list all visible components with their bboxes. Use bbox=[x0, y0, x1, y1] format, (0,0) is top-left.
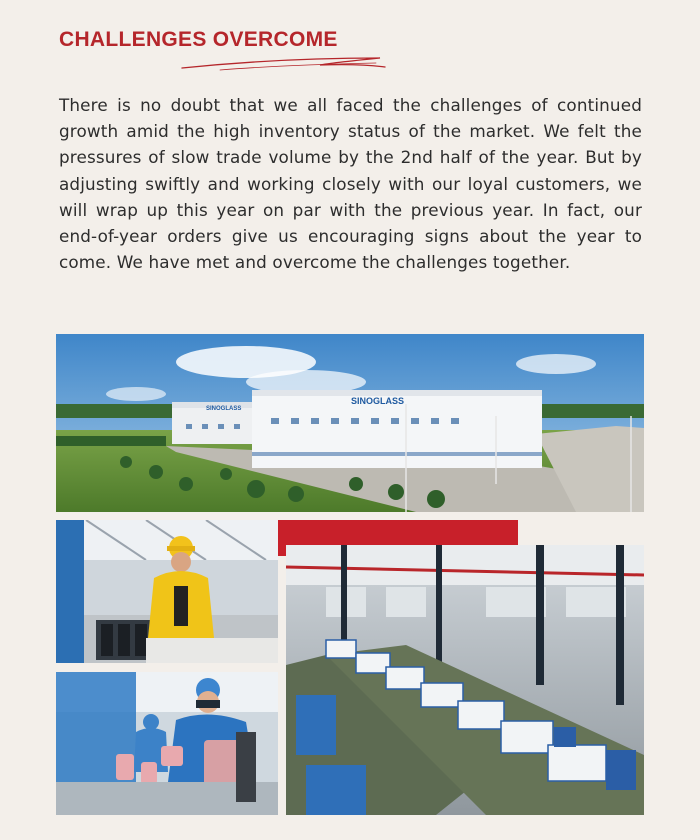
factory-sign-left: SINOGLASS bbox=[206, 406, 242, 412]
title-underline-swoosh bbox=[180, 52, 390, 74]
section-title: CHALLENGES OVERCOME bbox=[59, 28, 338, 51]
factory-exterior-photo bbox=[56, 334, 644, 512]
assembly-workers-photo bbox=[56, 672, 278, 815]
factory-sign-main: SINOGLASS bbox=[351, 396, 405, 406]
section-paragraph: There is no doubt that we all faced the challenges of continued growth amid the high inventory status of the market. We felt the pressures of slow trade volume by the 2nd half of the year. But by adjusting swiftly and working closely with our loyal customers, we will wrap up this year on par with the previous year. In fact, our end-of-year orders give us encouraging signs about the year to come. We have met and overcome the challenges together. bbox=[59, 95, 642, 273]
worker-inspection-photo bbox=[56, 520, 278, 663]
production-hall-photo bbox=[286, 545, 644, 815]
